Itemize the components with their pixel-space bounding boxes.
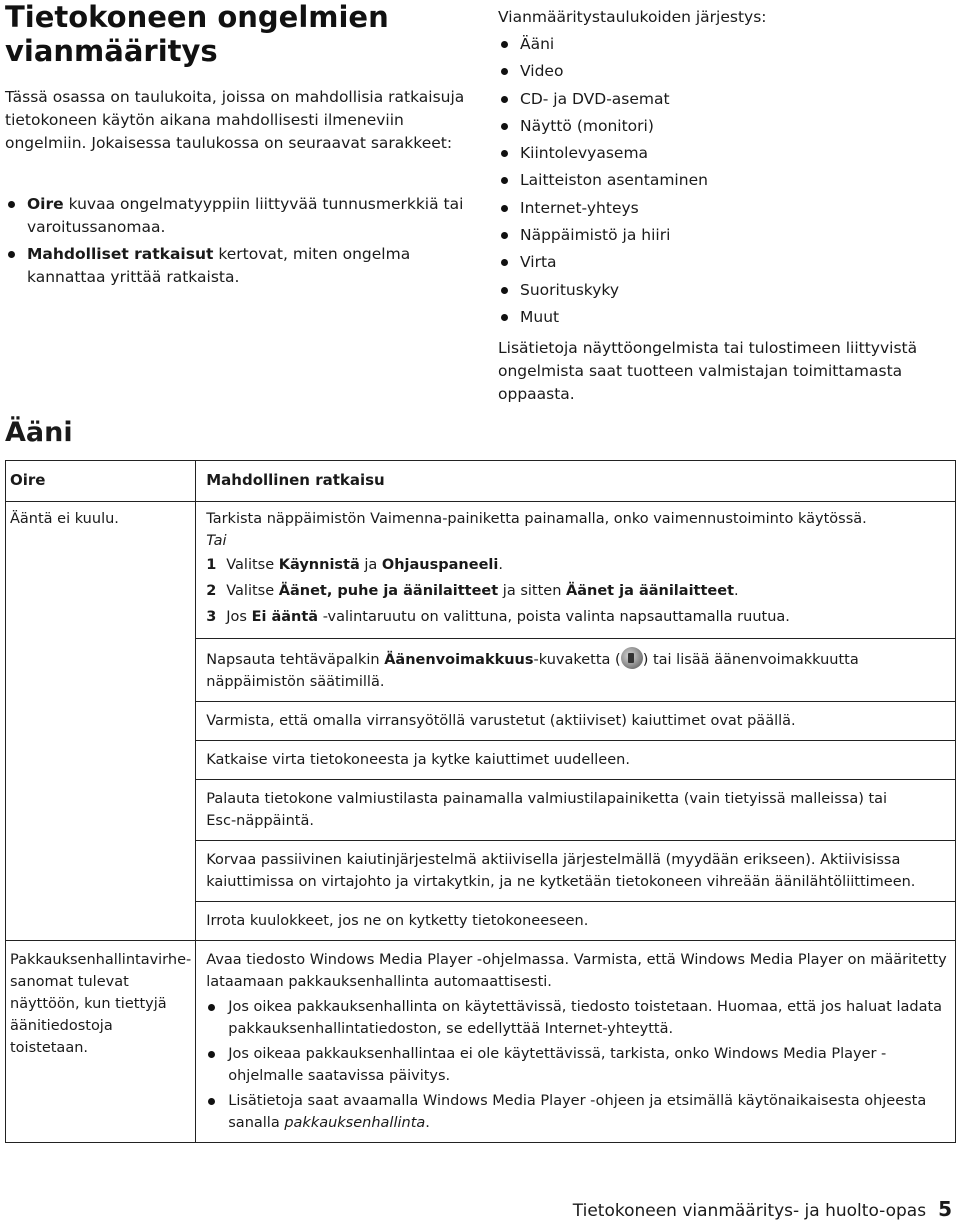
order-item: Kiintolevyasema [498,140,948,167]
table-row [6,941,956,1143]
order-list [498,31,948,331]
solution-text: Napsauta tehtäväpalkin [206,652,385,668]
step-emphasis: Äänet ja äänilaitteet [566,583,734,599]
step-item [206,604,951,630]
solution-emphasis: Äänenvoimakkuus [384,652,534,668]
table-row [6,502,956,639]
bullet-text: . [425,1115,430,1131]
or-label: Tai [206,533,227,549]
step-item [206,578,951,604]
step-emphasis: Ei ääntä [251,609,319,625]
solution-text: -kuvaketta ( [533,652,621,668]
order-item: Muut [498,304,948,331]
troubleshooting-table [5,460,956,1143]
step-text: ja sitten [498,583,566,599]
step-text: ja [359,557,382,573]
order-item: Suorituskyky [498,277,948,304]
order-item: Ääni [498,31,948,58]
page-footer [573,1196,952,1224]
solution-text: kaiuttimissa on virtajohto ja virtakytkin, ja ne kytketään tietokoneen vihreään äänilähtöliittimeen. [206,874,916,890]
order-item: Virta [498,249,948,276]
section-heading: Ääni [5,417,73,448]
bullet-text: kuvaa ongelmatyyppiin liittyvää tunnusmerkkiä tai varoitussanomaa. [27,195,464,236]
step-number: 3 [206,609,217,625]
solution-cell [196,502,956,639]
bullet-text: Lisätietoja saat avaamalla Windows Media Player -ohjeen ja etsimällä käytönaikaisesta ohjeesta sanalla [228,1093,927,1131]
symptom-cell: Pakkauksenhallintavirhe-sanomat tulevat näyttöön, kun tiettyjä äänitiedostoja toistetaan. [6,941,196,1143]
intro-paragraph: Tässä osassa on taulukoita, joissa on mahdollisia ratkaisuja tietokoneen käytön aikana mahdollisesti ilmeneviin ongelmiin. Jokaisessa taulukossa on seuraavat sarakkeet: [5,88,465,152]
order-item: Video [498,58,948,85]
intro-bullet-list [5,193,465,293]
step-text: Jos [226,609,252,625]
page-number: 5 [938,1197,952,1221]
step-text: . [734,583,739,599]
solution-cell: Varmista, että omalla virransyötöllä varustetut (aktiiviset) kaiuttimet ovat päällä. [196,702,956,741]
step-text: Valitse [226,583,279,599]
step-emphasis: Käynnistä [278,557,360,573]
symptom-cell: Ääntä ei kuulu. [6,502,196,941]
page-title: Tietokoneen ongelmien vianmääritys [5,0,389,68]
bullet-text: kertovat, miten ongelma kannattaa yrittää ratkaista. [27,245,411,286]
list-item [5,243,465,289]
order-item: Näyttö (monitori) [498,113,948,140]
order-item: Laitteiston asentaminen [498,167,948,194]
list-item [5,193,465,239]
step-item [206,552,951,578]
step-number: 2 [206,583,217,599]
solution-cell [196,941,956,1143]
solution-text: Palauta tietokone valmiustilasta painamalla valmiustilapainiketta (vain tietyissä malleissa) tai [206,791,888,807]
step-emphasis: Äänet, puhe ja äänilaitteet [278,583,499,599]
footer-title: Tietokoneen vianmääritys- ja huolto-opas [572,1201,927,1221]
step-text: -valintaruutu on valittuna, poista valinta napsauttamalla ruutua. [318,609,790,625]
bullet-term: Oire [27,195,64,213]
order-item: CD- ja DVD-asemat [498,86,948,113]
solution-text: Tarkista näppäimistön Vaimenna-painiketta painamalla, onko vaimennustoiminto käytössä. [206,511,867,527]
solution-cell [196,841,956,902]
step-emphasis: Ohjauspaneeli [381,557,499,573]
solution-cell: Katkaise virta tietokoneesta ja kytke kaiuttimet uudelleen. [196,741,956,780]
solution-column-header: Mahdollinen ratkaisu [196,461,956,502]
bullet-emphasis: pakkauksenhallinta [284,1115,426,1131]
order-item: Näppäimistö ja hiiri [498,222,948,249]
solution-text: ) tai lisää äänenvoimakkuutta näppäimistön säätimillä. [206,652,859,690]
order-note: Lisätietoja näyttöongelmista tai tulostimeen liittyvistä ongelmista saat tuotteen valmistajan toimittamasta oppaasta. [498,339,918,404]
table-order-panel [498,4,948,406]
solution-cell [196,780,956,841]
step-text: . [498,557,503,573]
solution-bullet-list [206,996,951,1134]
solution-cell [196,639,956,702]
list-item: Jos oikea pakkauksenhallinta on käytettävissä, tiedosto toistetaan. Huomaa, että jos haluat ladata pakkauksenhallintatiedoston, se edellyttää Internet-yhteyttä. [206,996,951,1040]
speaker-volume-icon [621,647,643,669]
solution-text: Korvaa passiivinen kaiutinjärjestelmä aktiivisella järjestelmällä (myydään erikseen). Aktiivisissa [206,852,901,868]
solution-text: Avaa tiedosto Windows Media Player -ohjelmassa. Varmista, että Windows Media Player on määritetty lataamaan pakkauksenhallinta automaattisesti. [206,952,947,990]
list-item: Jos oikeaa pakkauksenhallintaa ei ole käytettävissä, tarkista, onko Windows Media Player -ohjelmalle saatavissa päivitys. [206,1043,951,1087]
step-text: Valitse [226,557,279,573]
list-item [206,1090,951,1134]
solution-text: Esc-näppäintä. [206,813,314,829]
step-number: 1 [206,557,217,573]
order-item: Internet-yhteys [498,195,948,222]
table-header-row [6,461,956,502]
solution-cell: Irrota kuulokkeet, jos ne on kytketty tietokoneeseen. [196,902,956,941]
bullet-term: Mahdolliset ratkaisut [27,245,214,263]
symptom-column-header: Oire [6,461,196,502]
order-heading: Vianmääritystaulukoiden järjestys: [498,8,767,26]
